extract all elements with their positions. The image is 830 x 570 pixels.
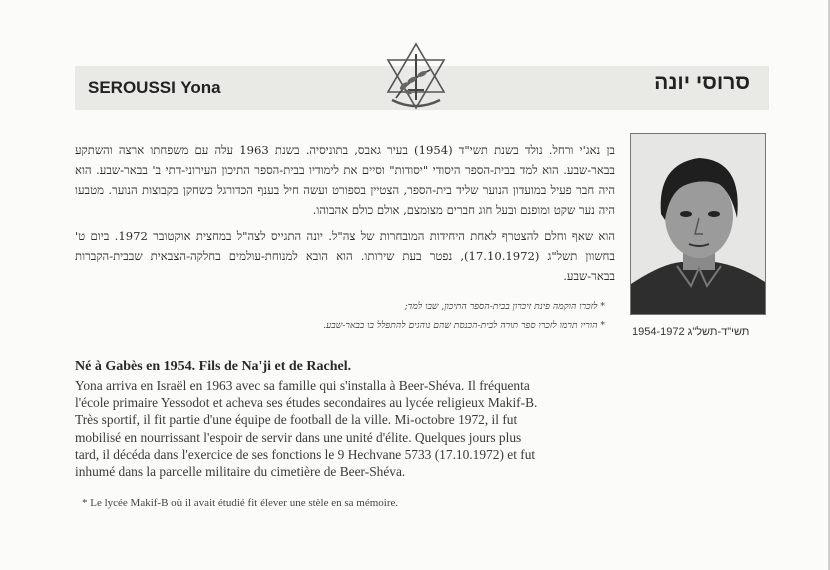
french-line: Très sportif, il fit partie d'une équipe de football de la ville. Mi-octobre 1972, il fut <box>75 412 518 428</box>
name-hebrew: סרוסי יונה <box>654 71 750 94</box>
photo-caption: תשי"ד-תשל"ג 1954-1972 <box>632 326 750 338</box>
hebrew-note: * לזכרו הוקמה פינת זיכרון בבית-הספר התיכון, שבו למד; <box>404 301 605 312</box>
french-note: * Le lycée Makif-B où il avait étudié fit élever une stèle en sa mémoire. <box>82 497 399 509</box>
portrait-photo <box>630 133 766 315</box>
french-line: tard, il décéda dans l'exercice de ses fonctions le 9 Hechvane 5733 (17.10.1972) et fut <box>75 446 536 462</box>
french-title: Né à Gabès en 1954. Fils de Na'ji et de Rachel. <box>75 359 352 374</box>
french-line: mobilisé en nourrissant l'espoir de servir dans une unité d'élite. Quelques jours plus <box>75 429 522 445</box>
french-line: inhumé dans la parcelle militaire du cimetière de Beer-Shéva. <box>75 464 406 480</box>
french-body <box>75 377 538 480</box>
hebrew-notes <box>75 297 605 335</box>
hebrew-paragraph: הוא שאף וחלם להצטרף לאחת היחידות המובחרות של צה"ל. יונה התגייס לצה"ל במחצית אוקטובר 1972. ביום ט' בחשוון תשל"ג (17.10.1972), נפטר בעת שירותו. הוא הובא למנוחת-עולמים בחלקה-הצבאית שבבית-הקברות בבאר-שבע. <box>75 229 616 283</box>
hebrew-note: * הוריו תרמו לזכרו ספר תורה לבית-הכנסת שהם נוהגים להתפלל בו בבאר-שבע. <box>323 320 605 331</box>
french-line: Yona arriva en Israël en 1963 avec sa famille qui s'installa à Beer-Shéva. Il fréquenta <box>75 378 530 393</box>
hebrew-paragraph: בן נאג'י ורחל. נולד בשנת תשי"ד (1954) בעיר גאבס, בתוניסיה. בשנת 1963 עלה עם משפחתו ארצה והשתקע בבאר-שבע. הוא למד בבית-הספר היסודי "יסודות" וסיים את לימודיו בבית-הספר התיכון העירוני-דתי ב' בבאר-שבע. הוא היה חבר פעיל במועדון הנוער שליד בית-הספר, הצטיין בספורט ועשה חיל בענף הכדורגל כשחקן בקבוצות הנוער. מטבעו היה נער שקט ומופנם ובעל חוג חברים מצומצם, אולם כולם אהבוהו. <box>75 143 615 217</box>
name-latin: SEROUSSI Yona <box>88 78 221 97</box>
idf-emblem-icon <box>378 40 454 116</box>
french-line: l'école primaire Yessodot et acheva ses études secondaires au lycée religieux Makif-B. <box>75 395 538 411</box>
portrait-image <box>631 134 765 314</box>
hebrew-biography <box>75 140 615 292</box>
